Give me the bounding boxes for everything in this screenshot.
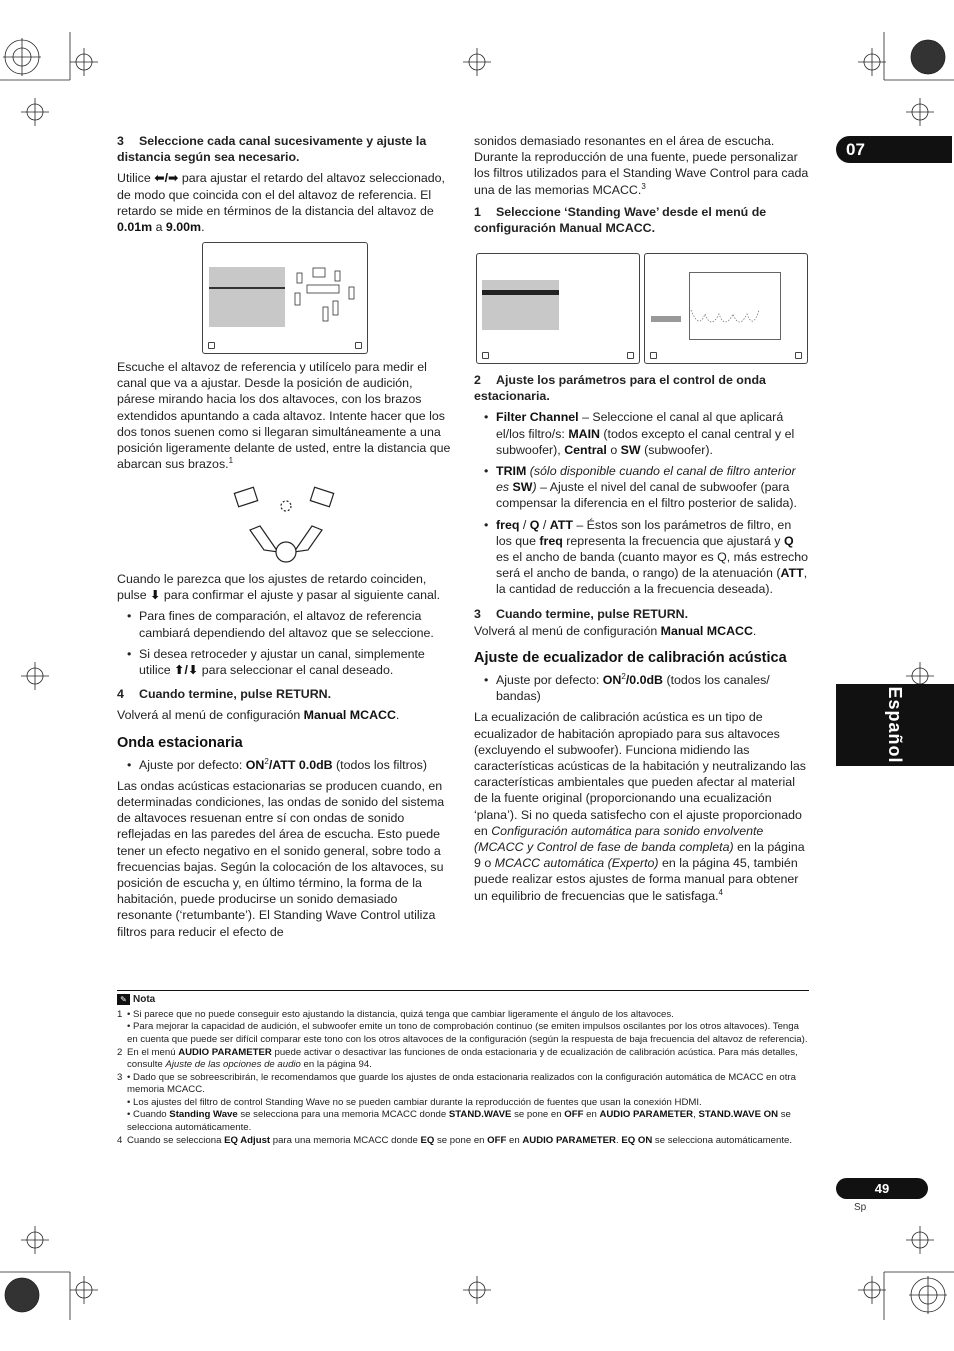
note-3: 3 • Dado que se sobreescribirán, le recomendamos que guarde los ajustes de onda estacionaria realizados con la configuración automática de MCACC en otra memoria MCACC. • Los ajustes del filtro de control Standing Wave no se pueden cambiar durante la reproducción de fuentes que usan la conexión HDMI. • Cuando Standing Wave se selecciona para una memoria MCACC donde STAND.WAVE se pone en OFF en AUDIO PARAMETER, STAND.WAVE ON se selecciona automáticamente. (117, 1071, 796, 1134)
right-column-lower (474, 372, 809, 909)
screen-left-icon (650, 352, 657, 359)
eq-paragraph: La ecualización de calibración acústica es un tipo de ecualizador de habitación apropiado para sus altavoces (excluyendo el subwoofer). Funciona midiendo las características acústicas de la habitación y neutralizando las características ambientales que pueden afectar al material de la fuente original (proporcionando una ecualización ‘plana’). Si no queda satisfecho con el ajuste proporcionado en Configuración automática para sonido envolvente (MCACC y Control de fase de banda completa) en la página 9 o MCACC automática (Experto) en la página 45, también puede realizar estos ajustes de forma manual para obtener un equilibrio de frecuencias que le satisfaga.$^4$ (474, 710, 806, 903)
footnotes (117, 990, 809, 1147)
screen-right-icon (355, 342, 362, 349)
notes-heading: ✎ Nota (117, 994, 809, 1007)
standing-wave-menu-screen (476, 253, 640, 364)
speaker-distance-screen (202, 242, 368, 354)
note-2: 2 En el menú AUDIO PARAMETER puede activar o desactivar las funciones de onda estacionaria y de ecualización de calibración acústica. Para más detalles, consulte Ajuste de las opciones de audio en la página 94. (117, 1046, 798, 1071)
selected-row (482, 290, 559, 295)
step-4-text: Volverá al menú de configuración Manual MCACC. (117, 708, 400, 723)
bullet-freq-q-att: • freq / Q / ATT – Éstos son los parámetros de filtro, en los que freq representa la frecuencia que ajustará y Q es el ancho de banda (cuanto mayor es Q, más estrecho será el ancho de banda, o rango) de la atenuación (ATT, la cantidad de reducción a la frecuencia deseada). (496, 517, 809, 598)
note-icon: ✎ (117, 994, 130, 1005)
onda-heading: Onda estacionaria (117, 734, 243, 751)
step-4-heading: 4 Cuando termine, pulse RETURN. (117, 687, 332, 702)
screen-right-icon (627, 352, 634, 359)
listener-arms-illustration (230, 480, 342, 568)
page-number: 49 (836, 1178, 928, 1199)
screen-left-icon (208, 342, 215, 349)
right-column (474, 133, 809, 241)
eq-default: • Ajuste por defecto: $ON^2/0.0dB$ (todos los canales/ bandas) (496, 672, 809, 704)
language-side-tab (836, 684, 954, 766)
selected-row (209, 287, 285, 289)
eq-default-list (474, 672, 809, 704)
right-step-2-heading: 2 Ajuste los parámetros para el control de onda estacionaria. (474, 373, 766, 404)
step-3-heading: 3 Seleccione cada canal sucesivamente y ajuste la distancia según sea necesario. (117, 134, 427, 165)
screen-right-icon (795, 352, 802, 359)
standing-wave-graph-screen (644, 253, 808, 364)
speaker-layout-icon (293, 265, 359, 329)
bullet-reference: • Para fines de comparación, el altavoz de referencia cambiará dependiendo del altavoz que se seleccione. (139, 608, 452, 640)
left-column-mid (117, 359, 452, 477)
note-1: 1 • Si parece que no puede conseguir esto ajustando la distancia, quizá tenga que cambiar ligeramente el ángulo de los altavoces. • Para mejorar la capacidad de audición, el subwoofer emite un tono de comprobación continuo (se emiten impulsos oscilantes por los otros altavoces). Tenga en cuenta que puede ser difícil comparar este tono con los otros altavoces de la configuración (según la respuesta de baja frecuencia del altavoz de referencia). (117, 1008, 808, 1045)
comparison-bullets (117, 608, 452, 678)
screen-left-icon (482, 352, 489, 359)
onda-default: • Ajuste por defecto: $ON^2$/ATT 0.0dB (todos los filtros) (139, 757, 452, 773)
confirm-paragraph: Cuando le parezca que los ajustes de retardo coinciden, pulse ⬇ para confirmar el ajuste y pasar al siguiente canal. (117, 572, 441, 603)
right-step-3-text: Volverá al menú de configuración Manual MCACC. (474, 623, 757, 638)
onda-default-list (117, 757, 452, 773)
menu-panel (482, 280, 559, 330)
left-column-lower (117, 571, 452, 945)
filter-curve (689, 300, 781, 340)
page-language: Sp (854, 1202, 867, 1213)
eq-heading: Ajuste de ecualizador de calibración acústica (474, 650, 787, 667)
left-column (117, 133, 452, 240)
continued-paragraph: sonidos demasiado resonantes en el área de escucha. Durante la reproducción de una fuente, puede personalizar los filtros utilizados para el Standing Wave Control para cada una de las memorias MCACC.$^3$ (474, 134, 809, 197)
right-step-1-heading: 1 Seleccione ‘Standing Wave’ desde el menú de configuración Manual MCACC. (474, 204, 767, 236)
right-step-3-heading: 3 Cuando termine, pulse RETURN. (474, 606, 689, 621)
language-label: Español (885, 686, 906, 764)
step-3-text: Utilice ⬅/➡ para ajustar el retardo del altavoz seleccionado, de modo que coincida con el del altavoz de referencia. El retardo se mide en términos de la distancia del altavoz de 0.01m a 9.00m. (117, 171, 445, 235)
bullet-trim: • TRIM (sólo disponible cuando el canal de filtro anterior es SW) – Ajuste el nivel del canal de subwoofer (para compensar la diferencia en el filtro posterior de salida). (496, 463, 809, 512)
menu-panel (209, 267, 285, 327)
listen-paragraph: Escuche el altavoz de referencia y utilícelo para medir el canal que va a ajustar. Desde la posición de audición, párese mirando hacia los dos altavoces, con los brazos extendidos apuntando a cada altavoz. Intente hacer que los dos tonos suenen como si llegaran simultáneamente a una posición ligeramente delante de usted, entre la distancia que abarcan sus brazos.$^1$ (117, 360, 451, 472)
parameter-bullets (474, 409, 809, 597)
level-slider (651, 316, 681, 322)
bullet-go-back: • Si desea retroceder y ajustar un canal, simplemente utilice ⬆/⬇ para seleccionar el canal deseado. (139, 646, 452, 678)
chapter-tab: 07 (836, 136, 952, 163)
bullet-filter-channel: • Filter Channel – Seleccione el canal al que aplicará el/los filtro/s: MAIN (todos excepto el canal central y el subwoofer), Central o SW (subwoofer). (496, 409, 809, 458)
note-4: 4 Cuando se selecciona EQ Adjust para una memoria MCACC donde EQ se pone en OFF en AUDIO PARAMETER. EQ ON se selecciona automáticamente. (117, 1134, 792, 1146)
onda-paragraph: Las ondas acústicas estacionarias se producen cuando, en determinadas condiciones, las ondas de sonido del sistema de altavoces resuenan entre sí con ondas de sonido reflejadas en las paredes del área de escucha. Esto puede tener un efecto negativo en el sonido general, sobre todo a frecuencias bajas. Según la colocación de los altavoces, su posición de escucha y, en último término, la forma de la habitación, puede producirse un sonido demasiado resonante (‘retumbante’). El Standing Wave Control utiliza filtros para reducir el efecto de (117, 778, 445, 939)
